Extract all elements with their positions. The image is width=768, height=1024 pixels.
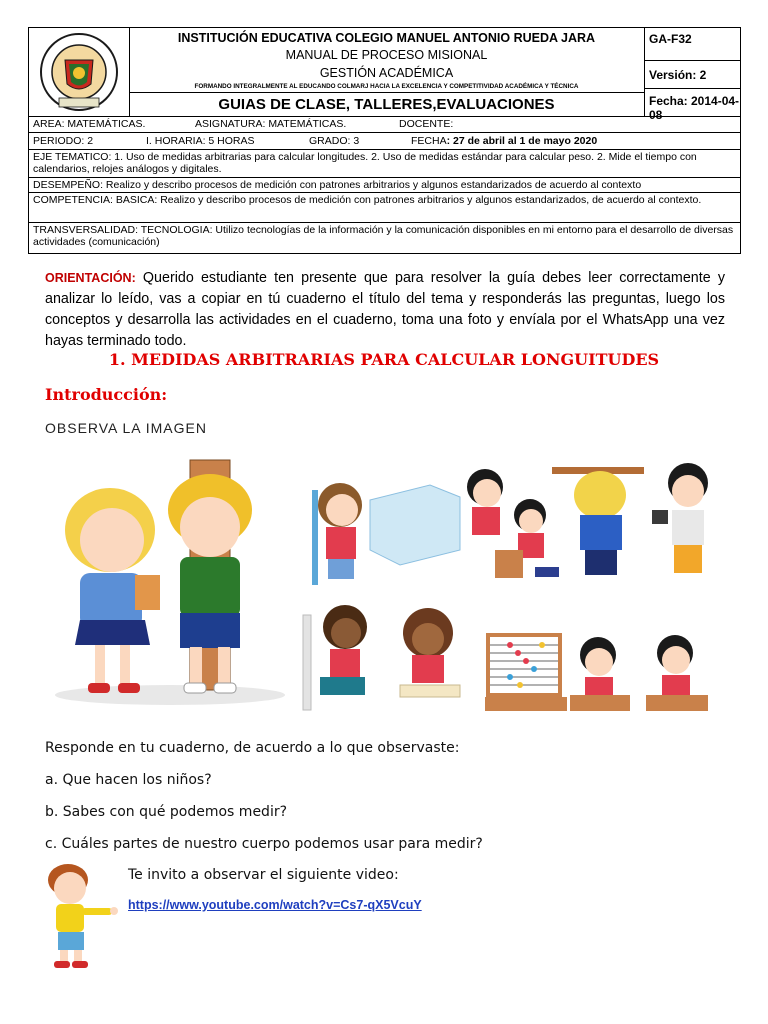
guide-title: GUIAS DE CLASE, TALLERES,EVALUACIONES bbox=[218, 96, 555, 113]
desempeno: DESEMPEÑO: Realizo y describo procesos de medición con patrones arbitrarios y algunos estandarizados de acuerdo al contexto bbox=[29, 177, 740, 192]
info-table bbox=[28, 117, 741, 254]
header-motto: FORMANDO INTEGRALMENTE AL EDUCANDO COLMARJ HACIA LA EXCELENCIA Y COMPETITIVIDAD ACADÉMICA Y TÉCNICA bbox=[194, 83, 579, 90]
question-b: b. Sabes con qué podemos medir? bbox=[45, 804, 288, 820]
pointing-boy-illustration bbox=[40, 862, 120, 970]
orientation-paragraph bbox=[45, 268, 725, 352]
orientation-text: Querido estudiante ten presente que para resolver la guía debes leer correctamente y analizar lo leído, vas a copiar en tú cuaderno el título del tema y responderás las preguntas, luego los conceptos y desarrolla las actividades en el cuaderno, toma una foto y envíala por el WhatsApp una vez hayas terminado todo. bbox=[45, 270, 725, 349]
periodo-text: PERIODO: 2 bbox=[33, 135, 94, 147]
video-link[interactable]: https://www.youtube.com/watch?v=Cs7-qX5VcuY bbox=[128, 898, 422, 912]
header-table bbox=[28, 27, 741, 122]
grado-text: GRADO: 3 bbox=[309, 135, 360, 147]
questions-lead: Responde en tu cuaderno, de acuerdo a lo que observaste: bbox=[45, 740, 460, 756]
transversalidad: TRANSVERSALIDAD: TECNOLOGIA: Utilizo tecnologías de la información y la comunicación disponibles en mi entorno para el desarrollo de diversas actividades (comunicación) bbox=[29, 222, 740, 253]
header-title-cell bbox=[129, 28, 645, 116]
horaria-text: I. HORARIA: 5 HORAS bbox=[146, 135, 255, 147]
header-meta-cell bbox=[644, 28, 740, 122]
orientation-label: ORIENTACIÓN: bbox=[45, 271, 136, 285]
manual-name: MANUAL DE PROCESO MISIONAL bbox=[285, 48, 488, 62]
measuring-children-illustration bbox=[40, 455, 730, 720]
asignatura-text: ASIGNATURA: MATEMÁTICAS. bbox=[195, 118, 347, 130]
area-text: AREA: MATEMÁTICAS. bbox=[33, 118, 146, 130]
row-periodo bbox=[29, 132, 740, 149]
competencia: COMPETENCIA: BASICA: Realizo y describo procesos de medición con patrones arbitrarios y algunos estandarizados, de acuerdo al contexto. bbox=[29, 192, 740, 222]
eje-tematico: EJE TEMATICO: 1. Uso de medidas arbitrarias para calcular longitudes. 2. Uso de medidas estándar para calcular peso. 2. Mide el tiempo con calendarios, relojes análogos y digitales. bbox=[29, 149, 740, 177]
question-c: c. Cuáles partes de nuestro cuerpo podemos usar para medir? bbox=[45, 836, 483, 852]
form-code: GA-F32 bbox=[649, 32, 692, 46]
logo-cell bbox=[29, 28, 130, 116]
institution-name: INSTITUCIÓN EDUCATIVA COLEGIO MANUEL ANTONIO RUEDA JARA bbox=[177, 31, 596, 45]
docente-text: DOCENTE: bbox=[399, 118, 454, 130]
row-area bbox=[29, 117, 740, 132]
question-a: a. Que hacen los niños? bbox=[45, 772, 212, 788]
version-label: Versión: 2 bbox=[649, 68, 707, 82]
fecha-label: FECHA bbox=[411, 135, 447, 147]
intro-heading: Introducción: bbox=[45, 385, 168, 404]
section-title: 1. MEDIDAS ARBITRARIAS PARA CALCULAR LONGUITUDES bbox=[108, 350, 660, 369]
fecha-value: : 27 de abril al 1 de mayo 2020 bbox=[446, 135, 598, 147]
fecha-text bbox=[411, 135, 597, 147]
form-date: Fecha: 2014-04-08 bbox=[649, 94, 740, 122]
observe-label: OBSERVA LA IMAGEN bbox=[45, 420, 207, 436]
school-seal-logo bbox=[29, 28, 129, 116]
video-invite: Te invito a observar el siguiente video: bbox=[128, 867, 399, 883]
gestion-name: GESTIÓN ACADÉMICA bbox=[319, 66, 454, 80]
